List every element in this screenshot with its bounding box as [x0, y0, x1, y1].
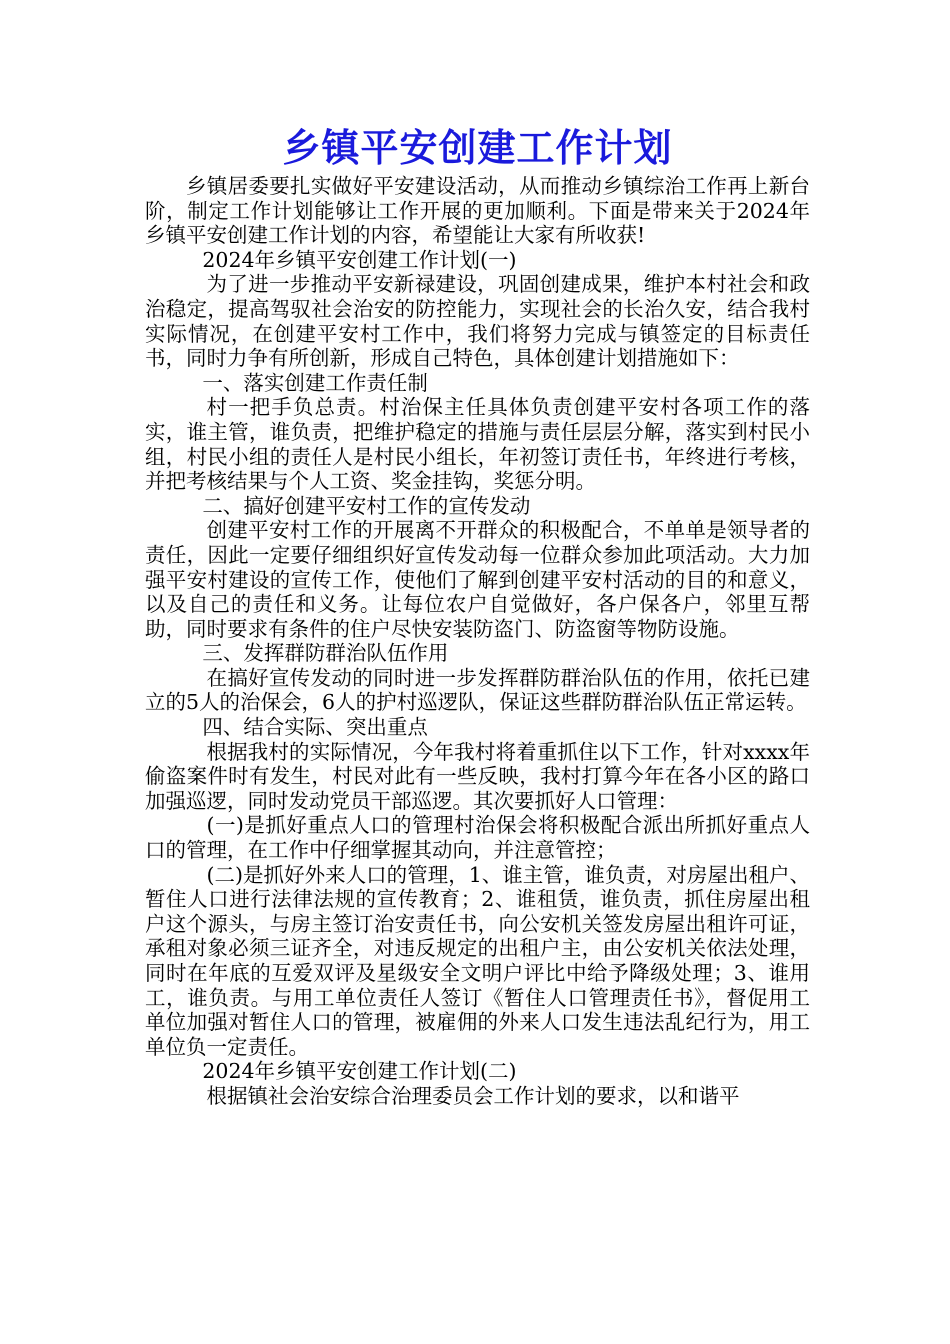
- plan2-heading: 2024年乡镇平安创建工作计划(二): [202, 1059, 517, 1084]
- section4-paragraph: 根据我村的实际情况，今年我村将着重抓住以下工作，针对xxxx年偷盗案件时有发生，村民对此有一些反映，我村打算今年在各小区的路口加强巡逻，同时发动党员干部巡逻。其次要抓好人口管理：: [145, 739, 810, 813]
- section3-paragraph: 在搞好宣传发动的同时进一步发挥群防群治队伍的作用，依托已建立的5人的治保会，6人的护村巡逻队，保证这些群防群治队伍正常运转。: [145, 665, 810, 715]
- section3-heading: 三、发挥群防群治队伍作用: [202, 641, 449, 666]
- section2-heading: 二、搞好创建平安村工作的宣传发动: [202, 493, 531, 518]
- intro-paragraph: 乡镇居委要扎实做好平安建设活动，从而推动乡镇综治工作再上新台阶，制定工作计划能够让工作开展的更加顺利。下面是带来关于2024年乡镇平安创建工作计划的内容，希望能让大家有所收获!: [145, 174, 810, 248]
- document-title: 乡镇平安创建工作计划: [282, 126, 673, 170]
- document-body: [145, 122, 810, 1109]
- plan2-intro-paragraph: 根据镇社会治安综合治理委员会工作计划的要求，以和谐平: [206, 1083, 740, 1108]
- section2-paragraph: 创建平安村工作的开展离不开群众的积极配合，不单单是领导者的责任，因此一定要仔细组织好宣传发动每一位群众参加此项活动。大力加强平安村建设的宣传工作，使他们了解到创建平安村活动的目的和意义，以及自己的责任和义务。让每位农户自觉做好，各户保各户，邻里互帮助，同时要求有条件的住户尽快安装防盗门、防盗窗等物防设施。: [145, 518, 810, 641]
- section1-heading: 一、落实创建工作责任制: [202, 370, 428, 395]
- plan1-intro-paragraph: 为了进一步推动平安新禄建设，巩固创建成果，维护本村社会和政治稳定，提高驾驭社会治安的防控能力，实现社会的长治久安，结合我村实际情况，在创建平安村工作中，我们将努力完成与镇签定的目标责任书，同时力争有所创新，形成自己特色，具体创建计划措施如下：: [145, 272, 810, 371]
- section4-heading: 四、结合实际、突出重点: [202, 715, 428, 740]
- item2-paragraph: (二)是抓好外来人口的管理，1、谁主管，谁负责，对房屋出租户、暂住人口进行法律法规的宣传教育；2、谁租赁，谁负责，抓住房屋出租户这个源头，与房主签订治安责任书，向公安机关签发房屋出租许可证，承租对象必须三证齐全，对违反规定的出租户主，由公安机关依法处理，同时在年底的互爱双评及星级安全文明户评比中给予降级处理；3、谁用工，谁负责。与用工单位责任人签订《暂住人口管理责任书》，督促用工单位加强对暂住人口的管理，被雇佣的外来人口发生违法乱纪行为，用工单位负一定责任。: [145, 862, 810, 1059]
- item1-paragraph: (一)是抓好重点人口的管理村治保会将积极配合派出所抓好重点人口的管理，在工作中仔细掌握其动向，并注意管控；: [145, 813, 810, 863]
- section1-paragraph: 村一把手负总责。村治保主任具体负责创建平安村各项工作的落实，谁主管，谁负责，把维护稳定的措施与责任层层分解，落实到村民小组，村民小组的责任人是村民小组长，年初签订责任书，年终进行考核，并把考核结果与个人工资、奖金挂钩，奖惩分明。: [145, 395, 810, 494]
- plan1-heading: 2024年乡镇平安创建工作计划(一): [202, 247, 517, 272]
